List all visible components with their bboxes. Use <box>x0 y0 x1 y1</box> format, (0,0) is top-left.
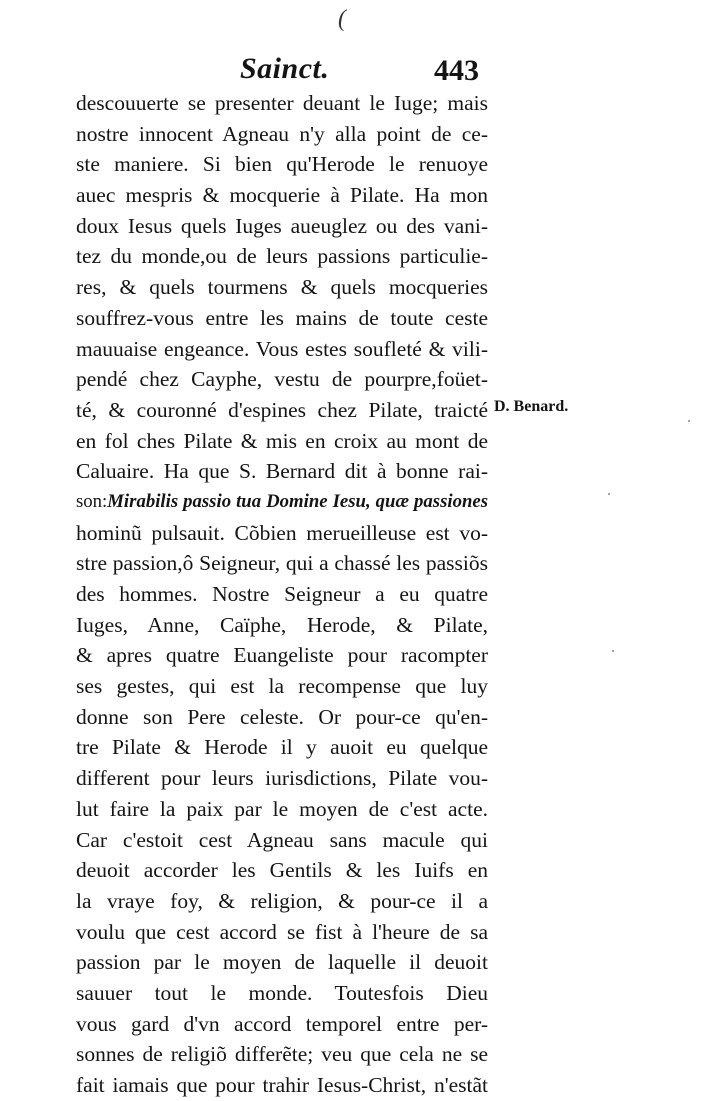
text-line: en fol ches Pilate & mis en croix au mont de <box>76 428 488 453</box>
text-line: different pour leurs iurisdictions, Pilate vou- <box>76 766 488 791</box>
paper-speck <box>612 650 614 652</box>
page-number: 443 <box>434 54 479 87</box>
text-line: donne son Pere celeste. Or pour-ce qu'en- <box>76 704 488 729</box>
text-line: fait iamais que pour trahir Iesus-Christ, n'estãt <box>76 1073 488 1097</box>
text-line: vous gard d'vn accord temporel entre per- <box>76 1011 488 1036</box>
text-line: ste maniere. Si bien qu'Herode le renuoye <box>76 152 488 177</box>
text-line: deuoit accorder les Gentils & les Iuifs en <box>76 858 488 883</box>
text-line: stre passion,ô Seigneur, qui a chassé les passiõs <box>76 551 488 576</box>
text-line: voulu que cest accord se fist à l'heure de sa <box>76 919 488 944</box>
text-line: tre Pilate & Herode il y auoit eu quelque <box>76 735 488 760</box>
latin-quote: Mirabilis passio tua Domine Iesu, quæ passiones <box>107 490 488 512</box>
text-line: res, & quels tourmens & quels mocqueries <box>76 275 488 300</box>
text-line: tez du monde,ou de leurs passions particulie- <box>76 244 488 269</box>
body-text <box>76 88 488 1101</box>
text-line-latin-quote <box>76 487 488 518</box>
text-line: & apres quatre Euangeliste pour racompter <box>76 643 488 668</box>
text-line: lut faire la paix par le moyen de c'est acte. <box>76 796 488 821</box>
text-line: sauuer tout le monde. Toutesfois Dieu <box>76 980 488 1005</box>
text-line: mauuaise engeance. Vous estes soufleté & vili- <box>76 336 488 361</box>
text-line: auec mespris & mocquerie à Pilate. Ha mon <box>76 183 488 208</box>
text-line: Caluaire. Ha que S. Bernard dit à bonne rai- <box>76 459 488 484</box>
page-top-mark: ( <box>338 6 346 32</box>
text-line: nostre innocent Agneau n'y alla point de ce- <box>76 121 488 146</box>
text-line: souffrez-vous entre les mains de toute ceste <box>76 305 488 330</box>
text-line-lead: son: <box>76 490 108 512</box>
text-line: sonnes de religiõ differẽte; veu que cela ne se <box>76 1042 488 1067</box>
margin-note: D. Benard. <box>494 398 569 415</box>
text-line: hominũ pulsauit. Cõbien merueilleuse est vo- <box>76 520 488 545</box>
text-line: Iuges, Anne, Caïphe, Herode, & Pilate, <box>76 612 488 637</box>
text-line: doux Iesus quels Iuges aueuglez ou des vani- <box>76 213 488 238</box>
text-line: descouuerte se presenter deuant le Iuge; mais <box>76 91 488 115</box>
paper-speck <box>688 420 690 422</box>
text-line: la vraye foy, & religion, & pour-ce il a <box>76 888 488 913</box>
text-line: Car c'estoit cest Agneau sans macule qui <box>76 827 488 852</box>
text-line: passion par le moyen de laquelle il deuoit <box>76 950 488 975</box>
text-line: té, & couronné d'espines chez Pilate, traicté <box>76 397 488 422</box>
text-line: pendé chez Cayphe, vestu de pourpre,foüet- <box>76 367 488 392</box>
running-head: Sainct. <box>240 52 330 85</box>
text-line: ses gestes, qui est la recompense que luy <box>76 674 488 699</box>
text-line: des hommes. Nostre Seigneur a eu quatre <box>76 582 488 606</box>
paper-speck <box>608 493 610 495</box>
